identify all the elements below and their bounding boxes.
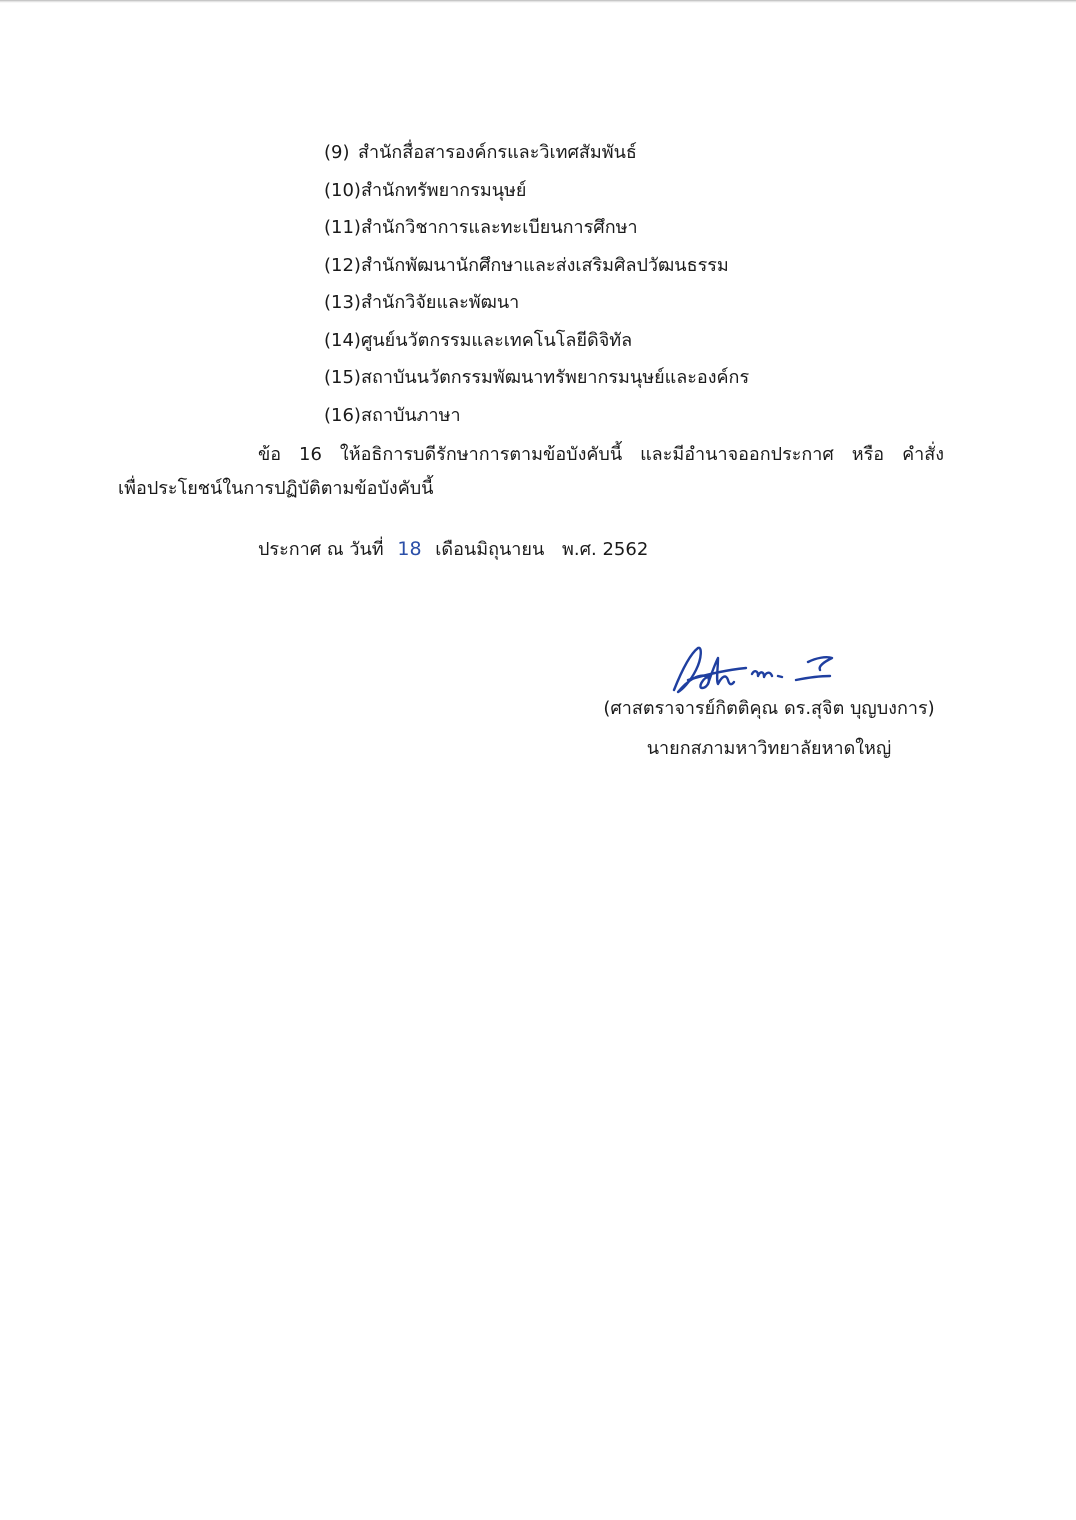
list-item-text: สถาบันนวัตกรรมพัฒนาทรัพยากรมนุษย์และองค์กร <box>360 367 750 388</box>
handwritten-day: 18 <box>397 538 422 560</box>
announcement-date <box>258 533 648 566</box>
list-item <box>324 288 964 326</box>
list-item-text: สำนักวิชาการและทะเบียนการศึกษา <box>360 217 638 238</box>
announcement-month: เดือนมิถุนายน <box>435 539 545 560</box>
list-item-number: (9) <box>324 142 350 163</box>
signer-position: นายกสภามหาวิทยาลัยหาดใหญ่ <box>646 738 892 759</box>
list-item-number: (11) <box>324 217 361 238</box>
list-item-text: ศูนย์นวัตกรรมและเทคโนโลยีดิจิทัล <box>360 329 633 351</box>
handwritten-signature <box>668 640 848 702</box>
signer-name: (ศาสตราจารย์กิตติคุณ ดร.สุจิต บุญบงการ) <box>603 698 935 719</box>
list-item <box>324 176 964 214</box>
list-item <box>324 251 964 289</box>
unit-list <box>324 138 964 438</box>
list-item-text: สำนักทรัพยากรมนุษย์ <box>360 179 527 201</box>
list-item-number: (10) <box>324 179 361 201</box>
announcement-year: พ.ศ. 2562 <box>562 539 649 560</box>
clause-line-1: ข้อ 16 ให้อธิการบดีรักษาการตามข้อบังคับนี้ และมีอำนาจออกประกาศ หรือ คำสั่ง <box>258 444 944 465</box>
list-item-text: สำนักสื่อสารองค์กรและวิเทศสัมพันธ์ <box>358 142 637 163</box>
list-item-number: (13) <box>324 292 361 313</box>
list-item-number: (12) <box>324 254 361 276</box>
list-item <box>324 213 964 251</box>
clause-line-2: เพื่อประโยชน์ในการปฏิบัติตามข้อบังคับนี้ <box>118 478 434 499</box>
scan-top-edge <box>0 0 1076 3</box>
list-item-text: สำนักพัฒนานักศึกษาและส่งเสริมศิลปวัฒนธรรม <box>360 254 729 276</box>
announcement-prefix: ประกาศ ณ วันที่ <box>258 539 384 560</box>
list-item <box>324 138 964 176</box>
clause-paragraph <box>118 438 944 506</box>
list-item-text: สำนักวิจัยและพัฒนา <box>360 292 520 313</box>
list-item-number: (15) <box>324 367 361 388</box>
list-item-text: สถาบันภาษา <box>360 404 461 426</box>
list-item-number: (14) <box>324 329 361 351</box>
list-item <box>324 401 964 439</box>
list-item <box>324 363 964 401</box>
list-item <box>324 326 964 364</box>
list-item-number: (16) <box>324 404 361 426</box>
